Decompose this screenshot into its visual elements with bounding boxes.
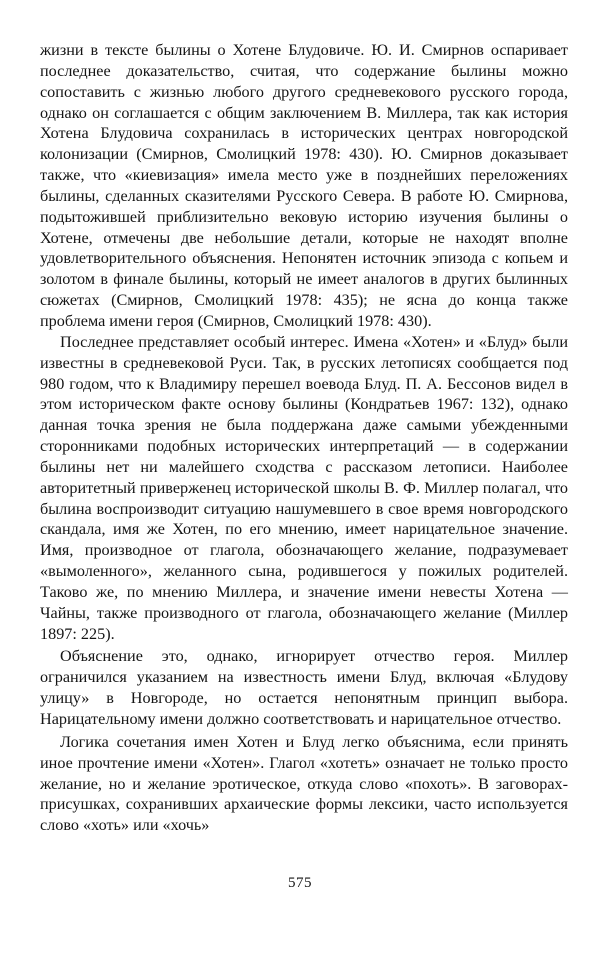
page-number: 575: [288, 875, 312, 891]
paragraph-1: жизни в тексте былины о Хотене Блудовиче. Ю. И. Смирнов оспаривает последнее доказательство, считая, что содержание былины можно сопоставить с жизнью любого другого средневекового русского города, однако он соглашается с общим заключением В. Миллера, так как история Хотена Блудовича сохранилась в исторических центрах новгородской колонизации (Смирнов, Смолицкий 1978: 430). Ю. Смирнов доказывает также, что «киевизация» имела место уже в позднейших переложениях былины, сделанных сказителями Русского Севера. В работе Ю. Смирнова, подытожившей приблизительно вековую историю изучения былины о Хотене, отмечены две небольшие детали, которые не находят вполне удовлетворительного объяснения. Непонятен источник эпизода с копьем и золотом в финале былины, который не имеет аналогов в других былинных сюжетах (Смирнов, Смолицкий 1978: 435); не ясна до конца также проблема имени героя (Смирнов, Смолицкий 1978: 430).: [40, 41, 568, 330]
paragraph-4: Логика сочетания имен Хотен и Блуд легко объяснима, если принять иное прочтение имени «Хотен». Глагол «хотеть» означает не только просто желание, но и желание эротическое, откуда слово «похоть». В заговорах-присушках, сохранивших архаические формы лексики, часто используется слово «хоть» или «хочь»: [40, 732, 568, 835]
page-text-block: [40, 40, 568, 836]
paragraph-2: Последнее представляет особый интерес. Имена «Хотен» и «Блуд» были известны в средневековой Руси. Так, в русских летописях сообщается под 980 годом, что к Владимиру перешел воевода Блуд. П. А. Бессонов видел в этом историческом факте основу былины (Кондратьев 1967: 132), однако данная точка зрения не была поддержана даже самыми убежденными сторонниками подобных исторических интерпретаций — в содержании былины нет ни малейшего сходства с рассказом летописи. Наиболее авторитетный приверженец исторической школы В. Ф. Миллер полагал, что былина воспроизводит ситуацию нашумевшего в свое время новгородского скандала, имя же Хотен, по его мнению, имеет нарицательное значение. Имя, производное от глагола, обозначающего желание, подразумевает «вымоленного», желанного сына, родившегося у пожилых родителей. Таково же, по мнению Миллера, и значение имени невесты Хотена — Чайны, также производного от глагола, обозначающего желание (Миллер 1897: 225).: [40, 332, 568, 643]
paragraph-3: Объяснение это, однако, игнорирует отчество героя. Миллер ограничился указанием на известность имени Блуд, включая «Блудову улицу» в Новгороде, но остается непонятным принцип выбора. Нарицательному имени должно соответствовать и нарицательное отчество.: [40, 647, 568, 728]
